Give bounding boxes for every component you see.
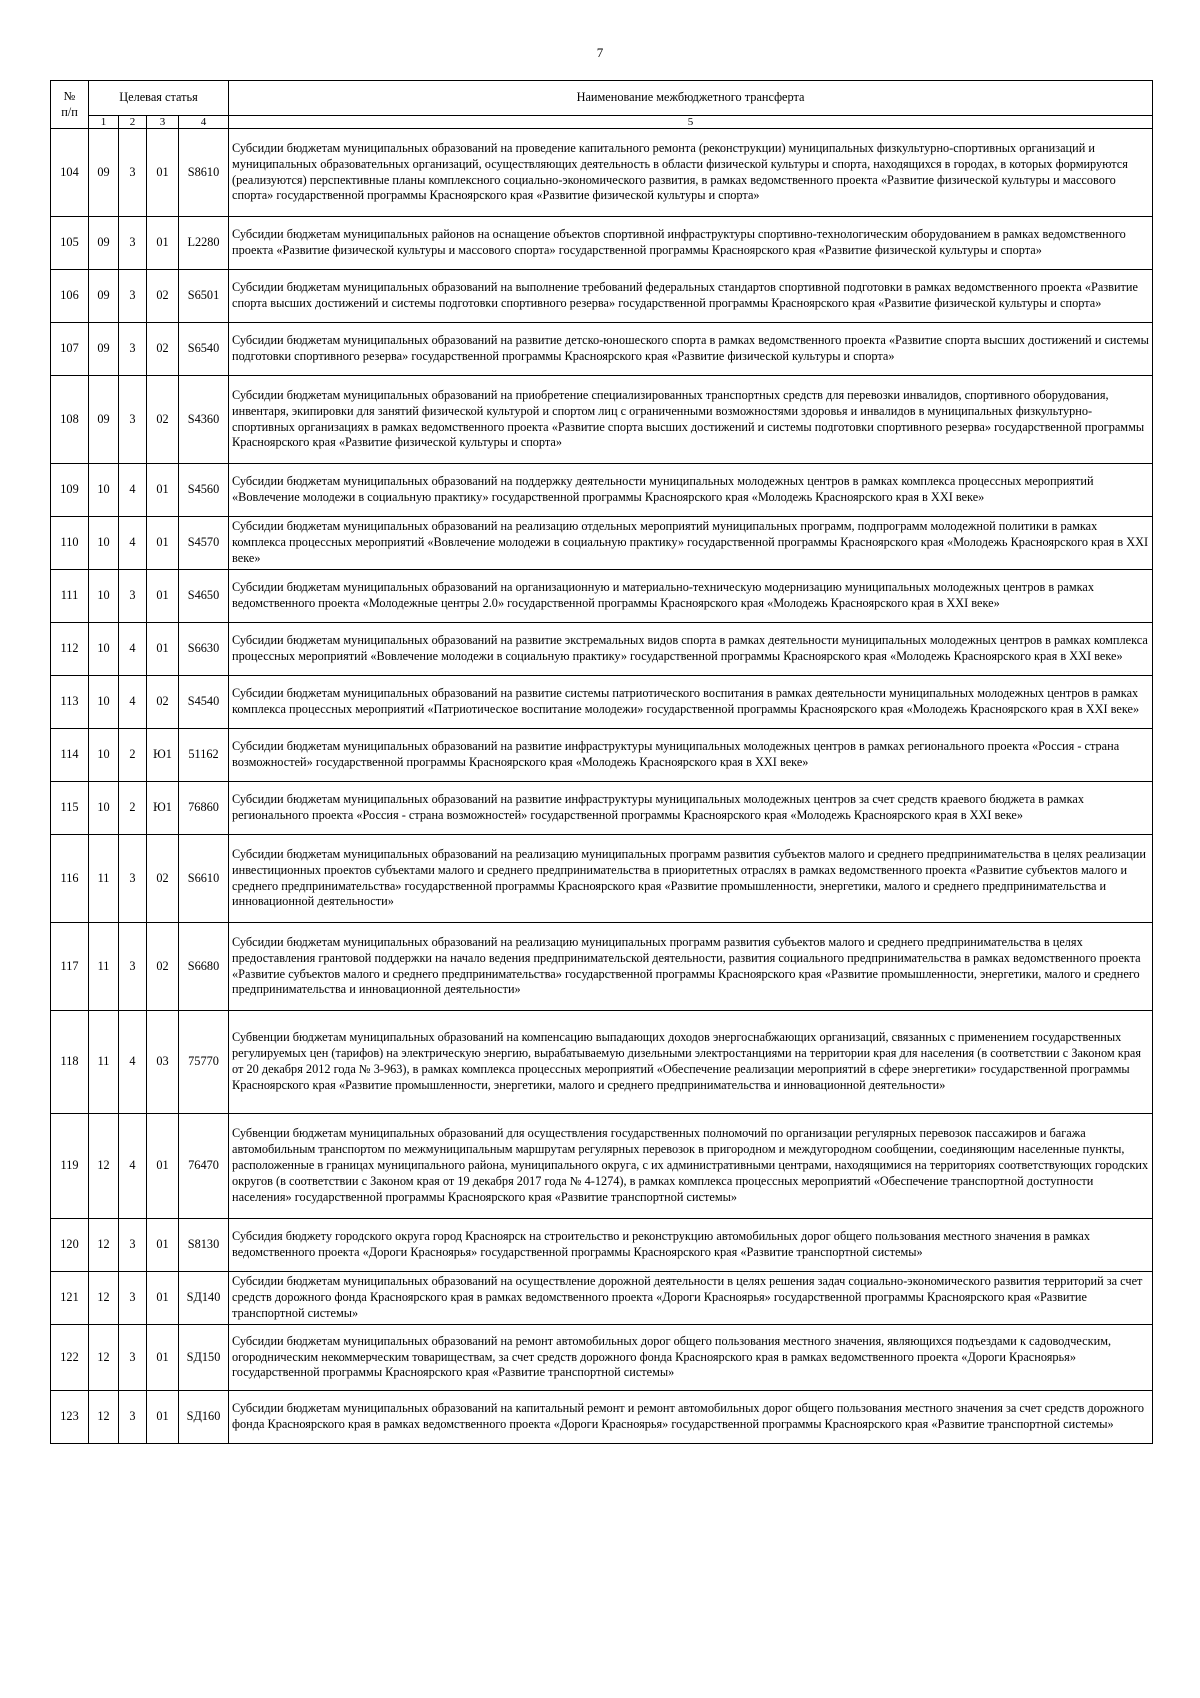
row-number: 106 [51,270,89,323]
target-article-part-1: 10 [89,782,119,835]
target-article-part-1: 11 [89,923,119,1011]
row-number: 114 [51,729,89,782]
target-article-part-3: 01 [147,217,179,270]
transfer-name: Субсидии бюджетам муниципальных образований на реализацию муниципальных программ развития субъектов малого и среднего предпринимательства в целях реализации инвестиционных проектов субъектами малого и среднего предпринимательства в приоритетных отраслях в рамках ведомственного проекта «Развитие субъектов малого и среднего предпринимательства» государственной программы Красноярского края «Развитие промышленности, энергетики, малого и среднего предпринимательства и инновационной деятельности» [229,835,1153,923]
target-article-part-1: 10 [89,517,119,570]
target-article-part-3: 01 [147,570,179,623]
target-article-part-3: Ю1 [147,729,179,782]
transfer-name: Субсидии бюджетам муниципальных образований на развитие экстремальных видов спорта в рамках деятельности муниципальных молодежных центров в рамках комплекса процессных мероприятий «Вовлечение молодежи в социальную практику» государственной программы Красноярского края «Молодежь Красноярского края в XXI веке» [229,623,1153,676]
table-row [51,1114,1153,1219]
target-article-part-1: 09 [89,270,119,323]
target-article-part-1: 10 [89,729,119,782]
target-article-part-1: 10 [89,623,119,676]
target-article-part-1: 12 [89,1272,119,1325]
row-number: 110 [51,517,89,570]
target-article-part-3: 03 [147,1011,179,1114]
table-row [51,782,1153,835]
target-article-part-2: 3 [119,1272,147,1325]
target-article-part-2: 3 [119,835,147,923]
target-article-part-2: 3 [119,376,147,464]
transfer-name: Субсидии бюджетам муниципальных районов на оснащение объектов спортивной инфраструктуры спортивно-технологическим оборудованием в рамках ведомственного проекта «Развитие физической культуры и массового спорта» государственной программы Красноярского края «Развитие физической культуры и спорта» [229,217,1153,270]
target-article-part-2: 3 [119,570,147,623]
table-row [51,923,1153,1011]
transfer-name: Субсидии бюджетам муниципальных образований на выполнение требований федеральных стандартов спортивной подготовки в рамках ведомственного проекта «Развитие спорта высших достижений и системы подготовки спортивного резерва» государственной программы Красноярского края «Развитие физической культуры и спорта» [229,270,1153,323]
transfer-name: Субсидии бюджетам муниципальных образований на осуществление дорожной деятельности в целях решения задач социально-экономического развития территорий за счет средств дорожного фонда Красноярского края в рамках ведомственного проекта «Дороги Красноярья» государственной программы Красноярского края «Развитие транспортной системы» [229,1272,1153,1325]
target-article-part-2: 3 [119,1325,147,1391]
target-article-part-3: 02 [147,376,179,464]
target-article-part-3: 01 [147,1219,179,1272]
row-number: 118 [51,1011,89,1114]
row-number: 122 [51,1325,89,1391]
target-article-part-4: S4570 [179,517,229,570]
target-article-part-3: 01 [147,517,179,570]
target-article-part-1: 09 [89,217,119,270]
target-article-part-3: 01 [147,1272,179,1325]
row-number: 119 [51,1114,89,1219]
target-article-part-2: 3 [119,323,147,376]
table-row [51,1325,1153,1391]
target-article-part-4: S8610 [179,129,229,217]
target-article-part-2: 3 [119,129,147,217]
transfers-table [50,80,1153,1444]
row-number: 120 [51,1219,89,1272]
target-article-part-1: 12 [89,1219,119,1272]
page-number: 7 [596,45,604,60]
table-row [51,376,1153,464]
target-article-part-1: 11 [89,835,119,923]
row-number: 121 [51,1272,89,1325]
table-row [51,517,1153,570]
target-article-part-3: 01 [147,464,179,517]
target-article-part-2: 4 [119,623,147,676]
target-article-part-3: 02 [147,923,179,1011]
table-row [51,570,1153,623]
target-article-part-4: S6540 [179,323,229,376]
transfer-name: Субсидии бюджетам муниципальных образований на реализацию отдельных мероприятий муниципальных программ, подпрограмм молодежной политики в рамках комплекса процессных мероприятий «Вовлечение молодежи в социальную практику» государственной программы Красноярского края «Молодежь Красноярского края в XXI веке» [229,517,1153,570]
target-article-part-4: S4650 [179,570,229,623]
table-row [51,323,1153,376]
target-article-part-4: L2280 [179,217,229,270]
transfer-name: Субсидии бюджетам муниципальных образований на развитие системы патриотического воспитания в рамках деятельности муниципальных молодежных центров в рамках комплекса процессных мероприятий «Патриотическое воспитание молодежи» государственной программы Красноярского края «Молодежь Красноярского края в XXI веке» [229,676,1153,729]
target-article-part-2: 4 [119,1114,147,1219]
target-article-part-3: 01 [147,1391,179,1444]
transfer-name: Субсидии бюджетам муниципальных образований на реализацию муниципальных программ развития субъектов малого и среднего предпринимательства в целях предоставления грантовой поддержки на начало ведения предпринимательской деятельности, развития социального предпринимательства в рамках ведомственного проекта «Развитие субъектов малого и среднего предпринимательства» государственной программы Красноярского края «Развитие промышленности, энергетики, малого и среднего предпринимательства и инновационной деятельности» [229,923,1153,1011]
target-article-part-4: S6630 [179,623,229,676]
transfer-name: Субвенции бюджетам муниципальных образований для осуществления государственных полномочий по организации регулярных перевозок пассажиров и багажа автомобильным транспортом по межмуниципальным маршрутам регулярных перевозок в пригородном и междугородном сообщении, соединяющим населенные пункты, расположенные в границах муниципального района, муниципального округа, с их административными центрами, находящимися на территориях соответствующих городских округов (в соответствии с Законом края от 19 декабря 2017 года № 4-1274), в рамках комплекса процессных мероприятий «Обеспечение транспортной доступности населения» государственной программы Красноярского края «Развитие транспортной системы» [229,1114,1153,1219]
target-article-part-2: 4 [119,676,147,729]
target-article-part-4: SД150 [179,1325,229,1391]
target-article-part-1: 12 [89,1114,119,1219]
header-transfer-name: Наименование межбюджетного трансферта [229,81,1153,116]
target-article-part-1: 10 [89,464,119,517]
target-article-part-4: S6501 [179,270,229,323]
transfer-name: Субсидии бюджетам муниципальных образований на приобретение специализированных транспортных средств для перевозки инвалидов, спортивного оборудования, инвентаря, экипировки для занятий физической культурой и спортом лиц с ограниченными возможностями здоровья и инвалидов в муниципальных физкультурно-спортивных организациях в рамках ведомственного проекта «Развитие спорта высших достижений и системы подготовки спортивного резерва» государственной программы Красноярского края «Развитие физической культуры и спорта» [229,376,1153,464]
target-article-part-2: 4 [119,464,147,517]
row-number: 115 [51,782,89,835]
transfer-name: Субсидии бюджетам муниципальных образований на развитие детско-юношеского спорта в рамках ведомственного проекта «Развитие спорта высших достижений и системы подготовки спортивного резерва» государственной программы Красноярского края «Развитие физической культуры и спорта» [229,323,1153,376]
transfer-name: Субсидии бюджетам муниципальных образований на ремонт автомобильных дорог общего пользования местного значения, являющихся подъездами к садоводческим, огородническим некоммерческим товариществам, за счет средств дорожного фонда Красноярского края в рамках ведомственного проекта «Дороги Красноярья» государственной программы Красноярского края «Развитие транспортной системы» [229,1325,1153,1391]
row-number: 105 [51,217,89,270]
target-article-part-3: 02 [147,323,179,376]
transfer-name: Субсидии бюджетам муниципальных образований на поддержку деятельности муниципальных молодежных центров в рамках комплекса процессных мероприятий «Вовлечение молодежи в социальную практику» государственной программы Красноярского края «Молодежь Красноярского края в XXI веке» [229,464,1153,517]
table-row [51,1272,1153,1325]
table-row [51,1011,1153,1114]
target-article-part-3: 01 [147,623,179,676]
table-row [51,270,1153,323]
target-article-part-3: 02 [147,270,179,323]
transfer-name: Субсидии бюджетам муниципальных образований на развитие инфраструктуры муниципальных молодежных центров за счет средств краевого бюджета в рамках регионального проекта «Россия - страна возможностей» государственной программы Красноярского края «Молодежь Красноярского края в XXI веке» [229,782,1153,835]
target-article-part-1: 09 [89,323,119,376]
target-article-part-4: S6610 [179,835,229,923]
target-article-part-1: 12 [89,1391,119,1444]
row-number: 111 [51,570,89,623]
transfer-name: Субсидии бюджетам муниципальных образований на проведение капитального ремонта (реконструкции) муниципальных физкультурно-спортивных организаций и муниципальных образовательных организаций, осуществляющих деятельность в области физической культуры и спорта, находящихся в городах, в которых формируются (реализуются) перспективные планы комплексного социально-экономического развития, в рамках ведомственного проекта «Развитие физической культуры и массового спорта» государственной программы Красноярского края «Развитие физической культуры и спорта» [229,129,1153,217]
target-article-part-4: SД140 [179,1272,229,1325]
target-article-part-1: 09 [89,129,119,217]
transfer-name: Субсидии бюджетам муниципальных образований на развитие инфраструктуры муниципальных молодежных центров в рамках регионального проекта «Россия - страна возможностей» государственной программы Красноярского края «Молодежь Красноярского края в XXI веке» [229,729,1153,782]
col-number-4: 4 [179,116,229,129]
header-row [51,81,1153,116]
target-article-part-3: 01 [147,1114,179,1219]
target-article-part-2: 3 [119,1219,147,1272]
row-number: 107 [51,323,89,376]
target-article-part-2: 3 [119,923,147,1011]
target-article-part-4: S4360 [179,376,229,464]
target-article-part-2: 2 [119,729,147,782]
col-number-1: 1 [89,116,119,129]
table-row [51,835,1153,923]
target-article-part-2: 4 [119,1011,147,1114]
row-number: 123 [51,1391,89,1444]
target-article-part-3: 01 [147,1325,179,1391]
row-number: 112 [51,623,89,676]
target-article-part-1: 10 [89,570,119,623]
target-article-part-4: 75770 [179,1011,229,1114]
table-row [51,217,1153,270]
target-article-part-2: 3 [119,217,147,270]
transfer-name: Субсидии бюджетам муниципальных образований на капитальный ремонт и ремонт автомобильных дорог общего пользования местного значения за счет средств дорожного фонда Красноярского края в рамках ведомственного проекта «Дороги Красноярья» государственной программы Красноярского края «Развитие транспортной системы» [229,1391,1153,1444]
target-article-part-3: 02 [147,676,179,729]
target-article-part-3: 02 [147,835,179,923]
header-target-article: Целевая статья [89,81,229,116]
row-number: 117 [51,923,89,1011]
target-article-part-4: S6680 [179,923,229,1011]
table-body [51,129,1153,1444]
target-article-part-3: 01 [147,129,179,217]
header-num: № п/п [51,81,89,129]
col-number-3: 3 [147,116,179,129]
transfer-name: Субвенции бюджетам муниципальных образований на компенсацию выпадающих доходов энергоснабжающих организаций, связанных с применением государственных регулируемых цен (тарифов) на электрическую энергию, вырабатываемую дизельными электростанциями на территории края для населения (в соответствии с Законом края от 20 декабря 2012 года № 3-963), в рамках комплекса процессных мероприятий «Обеспечение реализации мероприятий в сфере энергетики» государственной программы Красноярского края «Развитие промышленности, энергетики, малого и среднего предпринимательства и инновационной деятельности» [229,1011,1153,1114]
target-article-part-4: S4540 [179,676,229,729]
target-article-part-2: 2 [119,782,147,835]
row-number: 104 [51,129,89,217]
target-article-part-4: 76470 [179,1114,229,1219]
table-row [51,129,1153,217]
target-article-part-4: 51162 [179,729,229,782]
target-article-part-1: 09 [89,376,119,464]
table-row [51,676,1153,729]
target-article-part-2: 3 [119,1391,147,1444]
col-number-2: 2 [119,116,147,129]
row-number: 109 [51,464,89,517]
col-number-5: 5 [229,116,1153,129]
target-article-part-4: S8130 [179,1219,229,1272]
table-row [51,623,1153,676]
row-number: 108 [51,376,89,464]
row-number: 116 [51,835,89,923]
target-article-part-1: 10 [89,676,119,729]
transfer-name: Субсидии бюджетам муниципальных образований на организационную и материально-техническую модернизацию муниципальных молодежных центров в рамках ведомственного проекта «Молодежные центры 2.0» государственной программы Красноярского края «Молодежь Красноярского края в XXI веке» [229,570,1153,623]
table-row [51,1219,1153,1272]
target-article-part-2: 3 [119,270,147,323]
table-row [51,464,1153,517]
target-article-part-2: 4 [119,517,147,570]
target-article-part-4: 76860 [179,782,229,835]
target-article-part-3: Ю1 [147,782,179,835]
target-article-part-4: SД160 [179,1391,229,1444]
table-row [51,1391,1153,1444]
row-number: 113 [51,676,89,729]
target-article-part-1: 12 [89,1325,119,1391]
target-article-part-4: S4560 [179,464,229,517]
column-number-row [51,116,1153,129]
target-article-part-1: 11 [89,1011,119,1114]
table-row [51,729,1153,782]
transfer-name: Субсидия бюджету городского округа город Красноярск на строительство и реконструкцию автомобильных дорог общего пользования местного значения в рамках ведомственного проекта «Дороги Красноярья» государственной программы Красноярского края «Развитие транспортной системы» [229,1219,1153,1272]
